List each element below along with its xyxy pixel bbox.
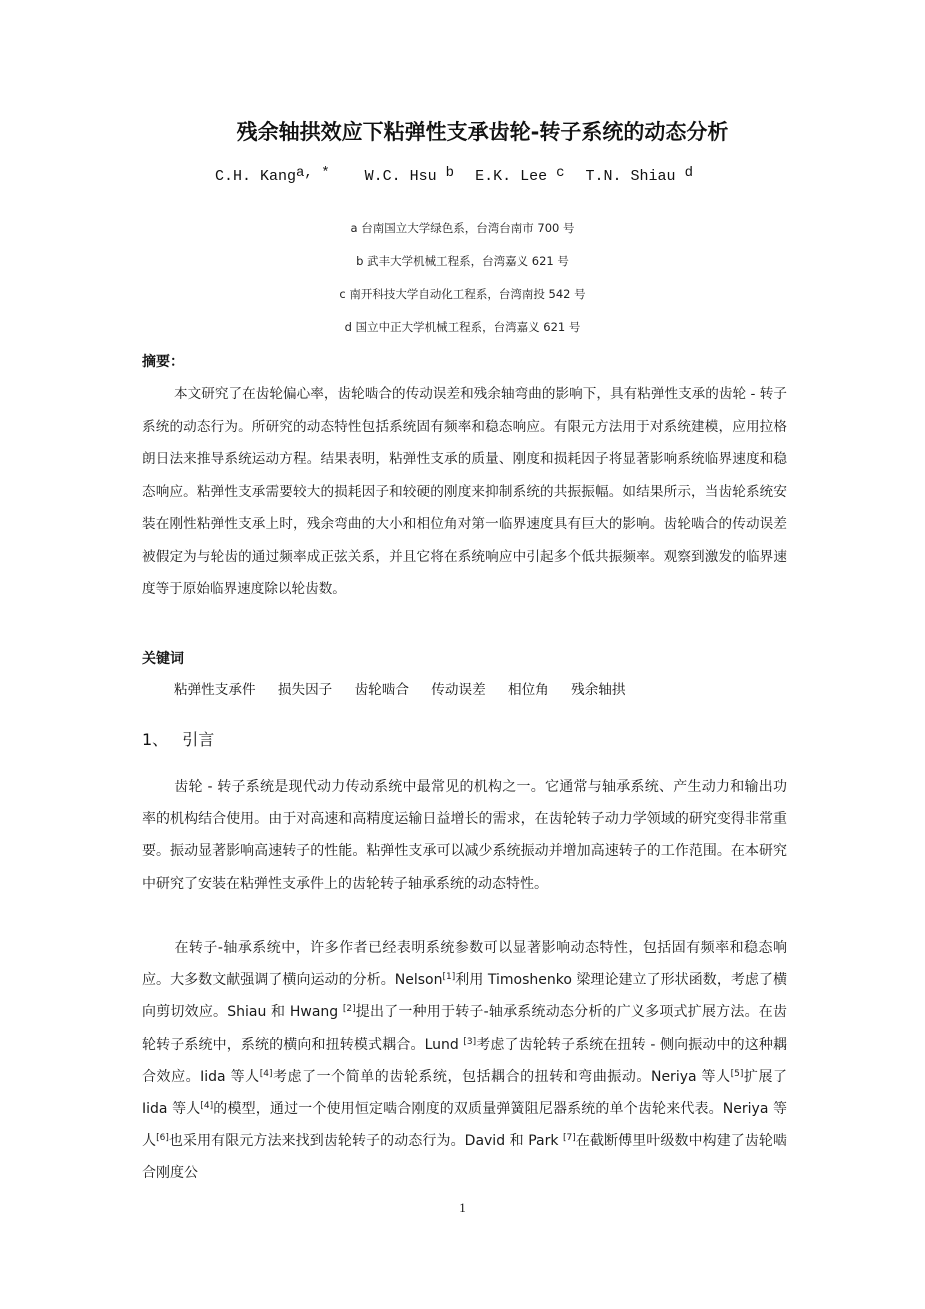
- paragraph-text: 也采用有限元方法来找到齿轮转子的动态行为。David 和 Park: [168, 1133, 564, 1150]
- paragraph-text: 在转子-轴承系统中，许多作者已经表明系统参数可以显著影响动态特性，包括固有频率和稳态响应。大多数文献强调了横向运动的分析。Nelson: [142, 940, 787, 989]
- keyword: 残余轴拱: [571, 682, 626, 698]
- intro-paragraph-1: [142, 771, 787, 900]
- author-name: C.H. Kang: [215, 168, 297, 185]
- affiliation-a: a 台南国立大学绿色系，台湾台南市 700 号: [350, 221, 575, 235]
- section-title: 引言: [182, 730, 215, 749]
- paragraph-text: 扩展了 Iida 等人: [142, 1068, 788, 1118]
- citation-ref: [3]: [463, 1036, 477, 1047]
- keyword: 相位角: [508, 682, 549, 698]
- citation-ref: [7]: [563, 1133, 576, 1144]
- page-number: 1: [459, 1200, 466, 1215]
- citation-ref: [4]: [200, 1101, 214, 1112]
- keywords-heading: 关键词: [142, 651, 184, 667]
- author-name: E.K. Lee: [475, 168, 548, 185]
- keyword: 齿轮啮合: [354, 682, 409, 698]
- keyword: 损失因子: [277, 682, 333, 698]
- paragraph-text: 考虑了齿轮转子系统在扭转 - 侧向振动中的这种耦合效应。Iida 等人: [142, 1036, 788, 1085]
- paragraph-text: 考虑了一个简单的齿轮系统，包括耦合的扭转和弯曲振动。Neriya 等人: [272, 1068, 731, 1085]
- citation-ref: [1]: [442, 972, 456, 983]
- author-affiliation-mark: c: [556, 165, 565, 181]
- abstract-heading: 摘要：: [142, 354, 184, 370]
- intro-paragraph-1-text: 齿轮 - 转子系统是现代动力传动系统中最常见的机构之一。它通常与轴承系统、产生动力和输出功率的机构结合使用。由于对高速和高精度运输日益增长的需求，在齿轮转子动力学领域的研究变得非常重要。振动显著影响高速转子的性能。粘弹性支承可以减少系统振动并增加高速转子的工作范围。在本研究中研究了安装在粘弹性支承件上的齿轮转子轴承系统的动态特性。: [142, 779, 787, 892]
- citation-ref: [4]: [259, 1068, 273, 1079]
- author-name: T.N. Shiau: [585, 168, 676, 185]
- intro-paragraph-2: [142, 932, 787, 1190]
- keyword: 传动误差: [431, 682, 486, 698]
- paragraph-text: 的模型，通过一个使用恒定啮合刚度的双质量弹簧阻尼器系统的单个齿轮来代表。Neriya 等人: [142, 1101, 788, 1150]
- affiliation-c: c 南开科技大学自动化工程系，台湾南投 542 号: [339, 287, 586, 301]
- author-affiliation-mark: a, *: [296, 165, 330, 181]
- citation-ref: [6]: [156, 1133, 169, 1144]
- abstract-text: 本文研究了在齿轮偏心率，齿轮啮合的传动误差和残余轴弯曲的影响下，具有粘弹性支承的齿轮 - 转子系统的动态行为。所研究的动态特性包括系统固有频率和稳态响应。有限元方法用于对系统建模，应用拉格朗日法来推导系统运动方程。结果表明，粘弹性支承的质量、刚度和损耗因子将显著影响系统临界速度和稳态响应。粘弹性支承需要较大的损耗因子和较硬的刚度来抑制系统的共振振幅。如结果所示，当齿轮系统安装在刚性粘弹性支承上时，残余弯曲的大小和相位角对第一临界速度具有巨大的影响。齿轮啮合的传动误差被假定为与轮齿的通过频率成正弦关系，并且它将在系统响应中引起多个低共振频率。观察到激发的临界速度等于原始临界速度除以轮齿数。: [142, 386, 787, 597]
- section-number: 1、: [142, 730, 169, 749]
- author-name: W.C. Hsu: [364, 168, 437, 185]
- author-list: [215, 165, 693, 185]
- paragraph-text: 提出了一种用于转子-轴承系统动态分析的广义多项式扩展方法。在齿轮转子系统中，系统的横向和扭转模式耦合。Lund: [142, 1004, 787, 1053]
- citation-ref: [2]: [342, 1004, 356, 1015]
- author-affiliation-mark: b: [445, 165, 455, 181]
- keyword-list: [174, 678, 643, 698]
- citation-ref: [5]: [730, 1068, 744, 1079]
- paragraph-text: 在截断傅里叶级数中构建了齿轮啮合刚度公: [142, 1133, 788, 1182]
- abstract-body: [142, 378, 787, 606]
- keyword: 粘弹性支承件: [174, 682, 256, 698]
- paper-title: 残余轴拱效应下粘弹性支承齿轮-转子系统的动态分析: [236, 120, 729, 144]
- paragraph-text: 利用 Timoshenko 梁理论建立了形状函数，考虑了横向剪切效应。Shiau 和 Hwang: [142, 972, 787, 1021]
- author-affiliation-mark: d: [684, 165, 693, 181]
- affiliation-b: b 武丰大学机械工程系，台湾嘉义 621 号: [356, 254, 569, 268]
- section-heading: [142, 727, 214, 750]
- affiliation-d: d 国立中正大学机械工程系，台湾嘉义 621 号: [344, 320, 581, 334]
